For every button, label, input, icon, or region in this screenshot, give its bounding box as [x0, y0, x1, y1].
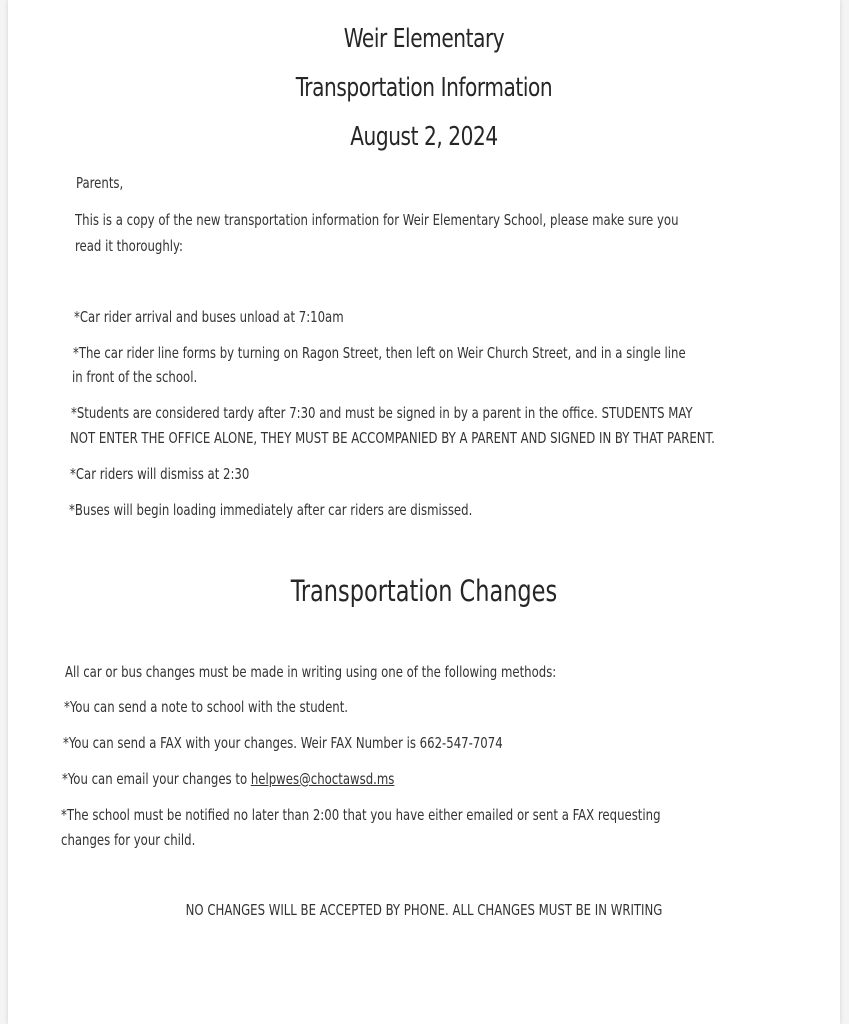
change-method-email — [62, 767, 394, 792]
rule-line-form-2: in front of the school. — [72, 368, 198, 386]
email-prefix: *You can email your changes to — [62, 770, 251, 788]
changes-heading: Transportation Changes — [290, 574, 558, 608]
no-phone-changes-note: NO CHANGES WILL BE ACCEPTED BY PHONE. ALL CHANGES MUST BE IN WRITING — [185, 901, 663, 919]
change-method-fax: *You can send a FAX with your changes. Weir FAX Number is 662-547-7074 — [63, 734, 503, 752]
rule-dismiss: *Car riders will dismiss at 2:30 — [70, 465, 250, 483]
rule-tardy-1: *Students are considered tardy after 7:30 and must be signed in by a parent in the office. STUDENTS MAY — [71, 404, 693, 422]
document-page — [8, 0, 840, 1024]
change-deadline-1: *The school must be notified no later than 2:00 that you have either emailed or sent a FAX requesting — [61, 806, 661, 824]
changes-intro: All car or bus changes must be made in writing using one of the following methods: — [65, 663, 557, 681]
rule-tardy-2: NOT ENTER THE OFFICE ALONE, THEY MUST BE ACCOMPANIED BY A PARENT AND SIGNED IN BY THAT PARENT. — [70, 429, 715, 447]
rule-buses: *Buses will begin loading immediately after car riders are dismissed. — [69, 501, 473, 519]
change-deadline-2: changes for your child. — [61, 831, 196, 849]
greeting: Parents, — [76, 174, 124, 192]
change-method-note: *You can send a note to school with the student. — [64, 698, 349, 716]
document-subtitle: Transportation Information — [295, 73, 553, 103]
email-link[interactable]: helpwes@choctawsd.ms — [250, 770, 395, 788]
school-title: Weir Elementary — [343, 24, 505, 54]
document-date: August 2, 2024 — [350, 122, 498, 152]
intro-line-1: This is a copy of the new transportation information for Weir Elementary School, please make sure you — [75, 211, 679, 229]
rule-arrival: *Car rider arrival and buses unload at 7:10am — [74, 308, 344, 326]
intro-line-2: read it thoroughly: — [75, 237, 183, 255]
rule-line-form-1: *The car rider line forms by turning on Ragon Street, then left on Weir Church Street, and in a single line — [73, 344, 686, 362]
